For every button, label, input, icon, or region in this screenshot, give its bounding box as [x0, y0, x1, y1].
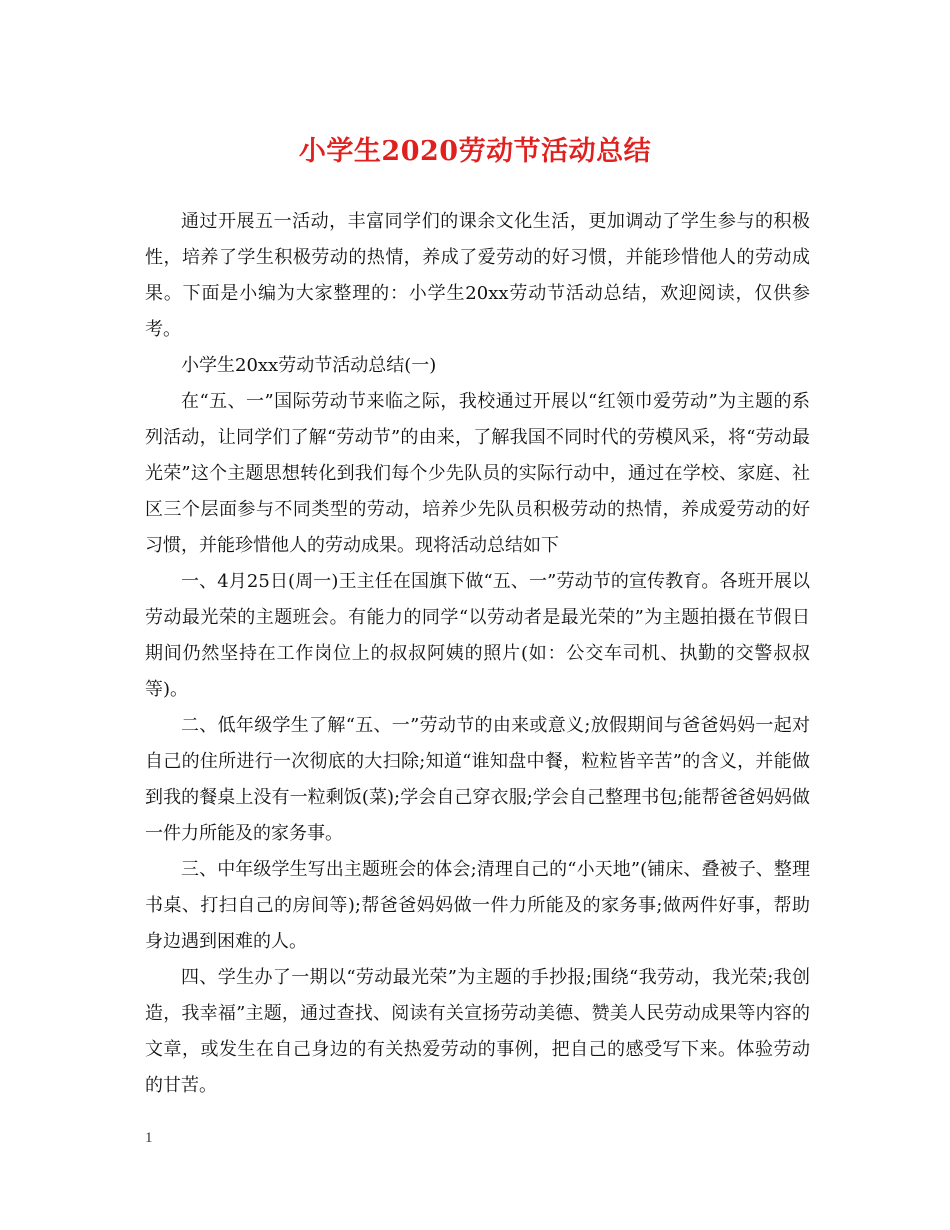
intro-paragraph: 通过开展五一活动，丰富同学们的课余文化生活，更加调动了学生参与的积极性，培养了学生积极劳动的热情，养成了爱劳动的好习惯，并能珍惜他人的劳动成果。下面是小编为大家整理的：小学生20xx劳动节活动总结，欢迎阅读，仅供参考。	[145, 211, 810, 340]
page-number: 1	[145, 1130, 153, 1146]
body-paragraph: 在“五、一”国际劳动节来临之际，我校通过开展以“红领巾爱劳动”为主题的系列活动，让同学们了解“劳动节”的由来，了解我国不同时代的劳模风采，将“劳动最光荣”这个主题思想转化到我们每个少先队员的实际行动中，通过在学校、家庭、社区三个层面参与不同类型的劳动，培养少先队员积极劳动的热情，养成爱劳动的好习惯，并能珍惜他人的劳动成果。现将活动总结如下	[145, 391, 810, 556]
document-body	[145, 204, 810, 1104]
body-paragraph: 三、中年级学生写出主题班会的体会;清理自己的“小天地”(铺床、叠被子、整理书桌、打扫自己的房间等);帮爸爸妈妈做一件力所能及的家务事;做两件好事，帮助身边遇到困难的人。	[145, 859, 810, 952]
body-paragraph: 一、4月25日(周一)王主任在国旗下做“五、一”劳动节的宣传教育。各班开展以劳动最光荣的主题班会。有能力的同学“以劳动者是最光荣的”为主题拍摄在节假日期间仍然坚持在工作岗位上的叔叔阿姨的照片(如：公交车司机、执勤的交警叔叔等)。	[145, 571, 810, 700]
body-paragraph: 四、学生办了一期以“劳动最光荣”为主题的手抄报;围绕“我劳动，我光荣;我创造，我幸福”主题，通过查找、阅读有关宣扬劳动美德、赞美人民劳动成果等内容的文章，或发生在自己身边的有关热爱劳动的事例，把自己的感受写下来。体验劳动的甘苦。	[145, 967, 810, 1096]
body-paragraph: 二、低年级学生了解“五、一”劳动节的由来或意义;放假期间与爸爸妈妈一起对自己的住所进行一次彻底的大扫除;知道“谁知盘中餐，粒粒皆辛苦”的含义，并能做到我的餐桌上没有一粒剩饭(菜);学会自己穿衣服;学会自己整理书包;能帮爸爸妈妈做一件力所能及的家务事。	[145, 715, 810, 844]
document-title: 小学生2020劳动节活动总结	[298, 136, 652, 167]
section-heading: 小学生20xx劳动节活动总结(一)	[181, 355, 437, 376]
